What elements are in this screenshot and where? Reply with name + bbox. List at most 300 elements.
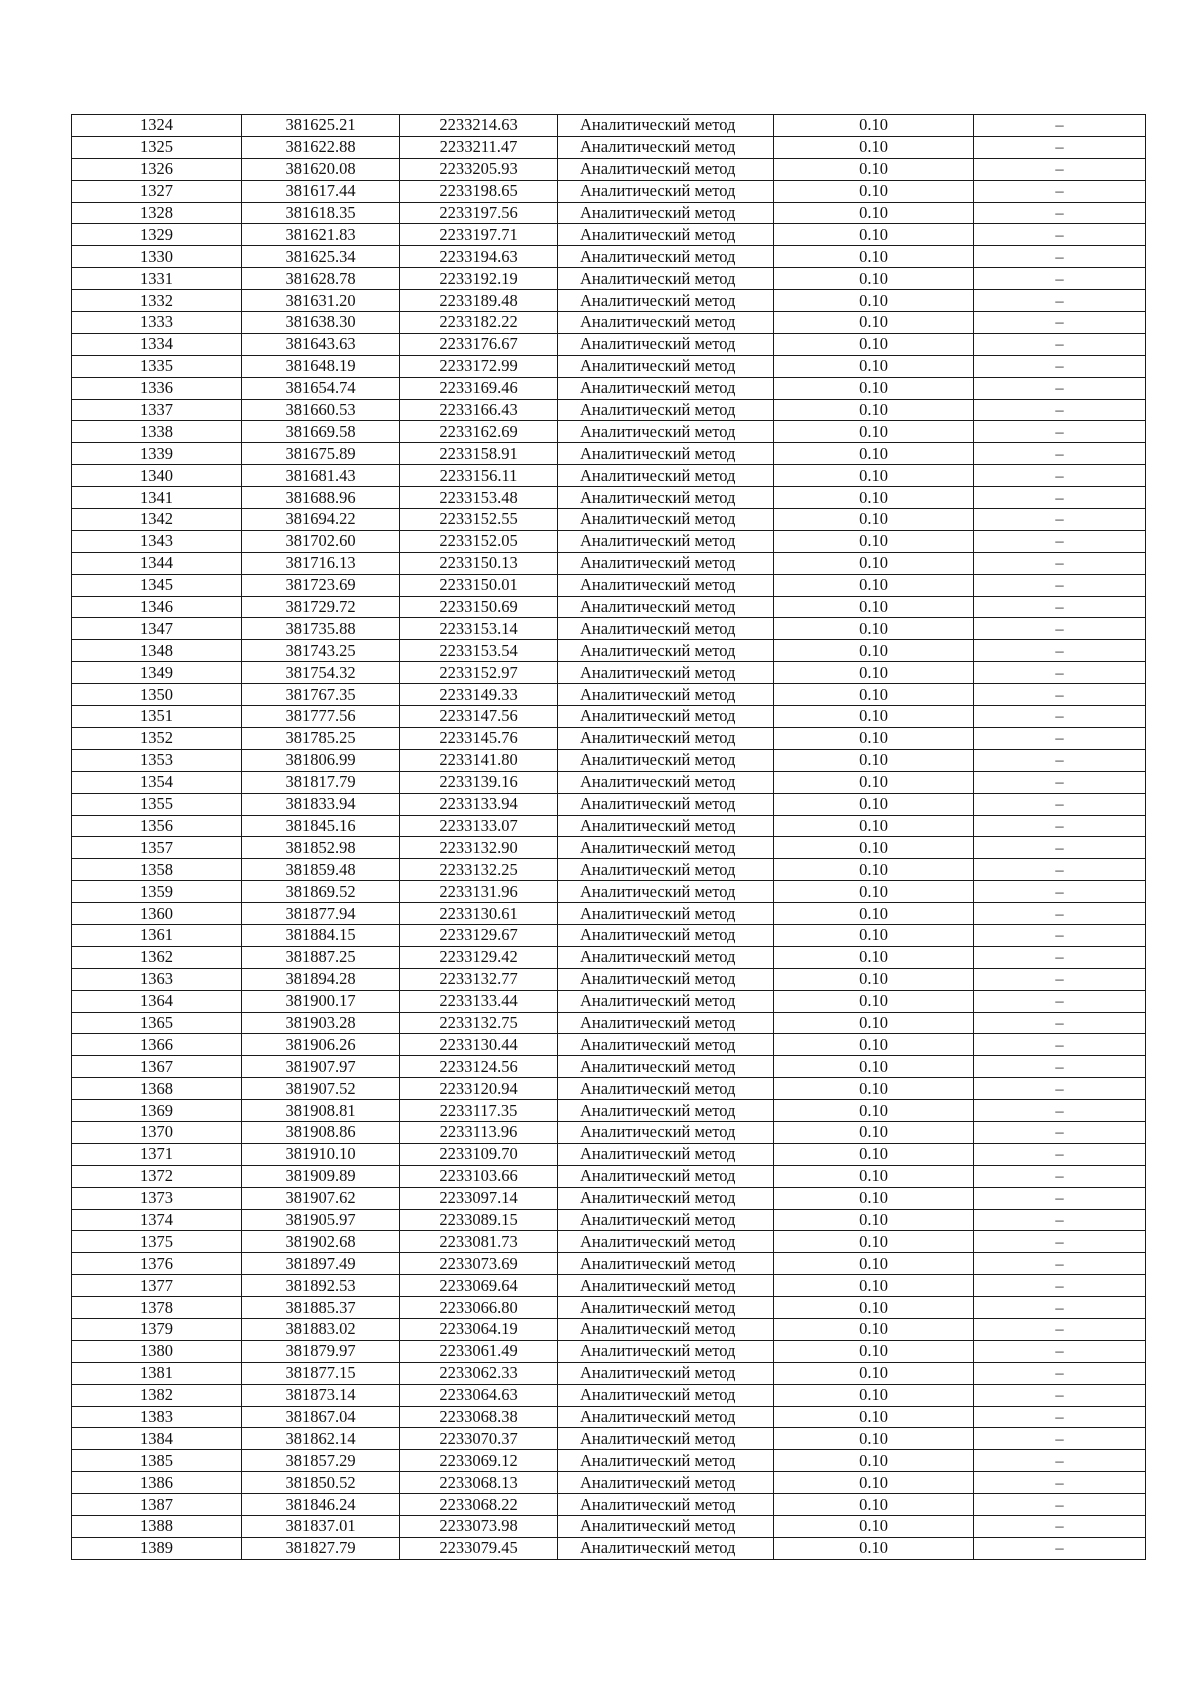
y-coordinate-cell: 2233069.64 [400, 1275, 558, 1297]
x-coordinate-cell: 381817.79 [242, 771, 400, 793]
accuracy-cell: 0.10 [774, 333, 974, 355]
note-cell: – [974, 355, 1146, 377]
accuracy-cell: 0.10 [774, 355, 974, 377]
accuracy-cell: 0.10 [774, 312, 974, 334]
point-number-cell: 1344 [72, 552, 242, 574]
x-coordinate-cell: 381877.15 [242, 1362, 400, 1384]
table-row [72, 421, 1146, 443]
note-cell: – [974, 1143, 1146, 1165]
y-coordinate-cell: 2233064.63 [400, 1384, 558, 1406]
y-coordinate-cell: 2233141.80 [400, 749, 558, 771]
y-coordinate-cell: 2233166.43 [400, 399, 558, 421]
x-coordinate-cell: 381908.86 [242, 1121, 400, 1143]
note-cell: – [974, 1472, 1146, 1494]
x-coordinate-cell: 381618.35 [242, 202, 400, 224]
method-cell: Аналитический метод [558, 246, 774, 268]
y-coordinate-cell: 2233132.77 [400, 968, 558, 990]
point-number-cell: 1364 [72, 990, 242, 1012]
y-coordinate-cell: 2233152.05 [400, 530, 558, 552]
accuracy-cell: 0.10 [774, 1362, 974, 1384]
method-cell: Аналитический метод [558, 1056, 774, 1078]
table-row [72, 487, 1146, 509]
x-coordinate-cell: 381833.94 [242, 793, 400, 815]
accuracy-cell: 0.10 [774, 968, 974, 990]
x-coordinate-cell: 381877.94 [242, 903, 400, 925]
point-number-cell: 1361 [72, 924, 242, 946]
point-number-cell: 1348 [72, 640, 242, 662]
y-coordinate-cell: 2233156.11 [400, 465, 558, 487]
point-number-cell: 1363 [72, 968, 242, 990]
note-cell: – [974, 1318, 1146, 1340]
table-row [72, 1318, 1146, 1340]
method-cell: Аналитический метод [558, 596, 774, 618]
accuracy-cell: 0.10 [774, 727, 974, 749]
point-number-cell: 1370 [72, 1121, 242, 1143]
note-cell: – [974, 552, 1146, 574]
y-coordinate-cell: 2233103.66 [400, 1165, 558, 1187]
note-cell: – [974, 1078, 1146, 1100]
note-cell: – [974, 662, 1146, 684]
x-coordinate-cell: 381887.25 [242, 946, 400, 968]
point-number-cell: 1381 [72, 1362, 242, 1384]
method-cell: Аналитический метод [558, 1428, 774, 1450]
y-coordinate-cell: 2233068.38 [400, 1406, 558, 1428]
method-cell: Аналитический метод [558, 706, 774, 728]
method-cell: Аналитический метод [558, 1318, 774, 1340]
note-cell: – [974, 487, 1146, 509]
table-row [72, 1056, 1146, 1078]
accuracy-cell: 0.10 [774, 684, 974, 706]
table-row [72, 1100, 1146, 1122]
method-cell: Аналитический метод [558, 1100, 774, 1122]
x-coordinate-cell: 381723.69 [242, 574, 400, 596]
x-coordinate-cell: 381902.68 [242, 1231, 400, 1253]
y-coordinate-cell: 2233172.99 [400, 355, 558, 377]
table-row [72, 509, 1146, 531]
method-cell: Аналитический метод [558, 1187, 774, 1209]
table-row [72, 1494, 1146, 1516]
y-coordinate-cell: 2233133.07 [400, 815, 558, 837]
method-cell: Аналитический метод [558, 640, 774, 662]
y-coordinate-cell: 2233189.48 [400, 290, 558, 312]
accuracy-cell: 0.10 [774, 465, 974, 487]
accuracy-cell: 0.10 [774, 1056, 974, 1078]
note-cell: – [974, 793, 1146, 815]
accuracy-cell: 0.10 [774, 1165, 974, 1187]
method-cell: Аналитический метод [558, 268, 774, 290]
table-row [72, 706, 1146, 728]
point-number-cell: 1386 [72, 1472, 242, 1494]
accuracy-cell: 0.10 [774, 596, 974, 618]
method-cell: Аналитический метод [558, 924, 774, 946]
table-row [72, 662, 1146, 684]
accuracy-cell: 0.10 [774, 815, 974, 837]
x-coordinate-cell: 381767.35 [242, 684, 400, 706]
note-cell: – [974, 881, 1146, 903]
y-coordinate-cell: 2233194.63 [400, 246, 558, 268]
point-number-cell: 1327 [72, 180, 242, 202]
point-number-cell: 1389 [72, 1537, 242, 1559]
x-coordinate-cell: 381907.62 [242, 1187, 400, 1209]
table-row [72, 1384, 1146, 1406]
table-row [72, 1428, 1146, 1450]
table-row [72, 1340, 1146, 1362]
method-cell: Аналитический метод [558, 793, 774, 815]
point-number-cell: 1350 [72, 684, 242, 706]
y-coordinate-cell: 2233150.69 [400, 596, 558, 618]
point-number-cell: 1325 [72, 136, 242, 158]
point-number-cell: 1377 [72, 1275, 242, 1297]
table-row [72, 136, 1146, 158]
y-coordinate-cell: 2233211.47 [400, 136, 558, 158]
method-cell: Аналитический метод [558, 574, 774, 596]
y-coordinate-cell: 2233153.14 [400, 618, 558, 640]
accuracy-cell: 0.10 [774, 552, 974, 574]
accuracy-cell: 0.10 [774, 290, 974, 312]
accuracy-cell: 0.10 [774, 1231, 974, 1253]
y-coordinate-cell: 2233109.70 [400, 1143, 558, 1165]
accuracy-cell: 0.10 [774, 1253, 974, 1275]
table-row [72, 1297, 1146, 1319]
accuracy-cell: 0.10 [774, 399, 974, 421]
x-coordinate-cell: 381846.24 [242, 1494, 400, 1516]
method-cell: Аналитический метод [558, 377, 774, 399]
x-coordinate-cell: 381625.34 [242, 246, 400, 268]
point-number-cell: 1339 [72, 443, 242, 465]
x-coordinate-cell: 381735.88 [242, 618, 400, 640]
x-coordinate-cell: 381621.83 [242, 224, 400, 246]
table-row [72, 180, 1146, 202]
x-coordinate-cell: 381845.16 [242, 815, 400, 837]
method-cell: Аналитический метод [558, 136, 774, 158]
accuracy-cell: 0.10 [774, 487, 974, 509]
y-coordinate-cell: 2233153.54 [400, 640, 558, 662]
accuracy-cell: 0.10 [774, 1034, 974, 1056]
table-row [72, 1516, 1146, 1538]
accuracy-cell: 0.10 [774, 1384, 974, 1406]
table-row [72, 355, 1146, 377]
note-cell: – [974, 509, 1146, 531]
x-coordinate-cell: 381909.89 [242, 1165, 400, 1187]
method-cell: Аналитический метод [558, 290, 774, 312]
y-coordinate-cell: 2233176.67 [400, 333, 558, 355]
x-coordinate-cell: 381857.29 [242, 1450, 400, 1472]
accuracy-cell: 0.10 [774, 574, 974, 596]
note-cell: – [974, 202, 1146, 224]
table-row [72, 443, 1146, 465]
point-number-cell: 1352 [72, 727, 242, 749]
accuracy-cell: 0.10 [774, 421, 974, 443]
note-cell: – [974, 596, 1146, 618]
y-coordinate-cell: 2233145.76 [400, 727, 558, 749]
note-cell: – [974, 1406, 1146, 1428]
table-row [72, 815, 1146, 837]
note-cell: – [974, 946, 1146, 968]
method-cell: Аналитический метод [558, 1275, 774, 1297]
method-cell: Аналитический метод [558, 180, 774, 202]
note-cell: – [974, 246, 1146, 268]
accuracy-cell: 0.10 [774, 1537, 974, 1559]
method-cell: Аналитический метод [558, 421, 774, 443]
point-number-cell: 1382 [72, 1384, 242, 1406]
y-coordinate-cell: 2233117.35 [400, 1100, 558, 1122]
x-coordinate-cell: 381625.21 [242, 115, 400, 137]
note-cell: – [974, 1297, 1146, 1319]
method-cell: Аналитический метод [558, 552, 774, 574]
x-coordinate-cell: 381660.53 [242, 399, 400, 421]
x-coordinate-cell: 381906.26 [242, 1034, 400, 1056]
accuracy-cell: 0.10 [774, 881, 974, 903]
note-cell: – [974, 1231, 1146, 1253]
method-cell: Аналитический метод [558, 727, 774, 749]
method-cell: Аналитический метод [558, 903, 774, 925]
method-cell: Аналитический метод [558, 465, 774, 487]
accuracy-cell: 0.10 [774, 136, 974, 158]
y-coordinate-cell: 2233152.97 [400, 662, 558, 684]
method-cell: Аналитический метод [558, 662, 774, 684]
y-coordinate-cell: 2233129.67 [400, 924, 558, 946]
accuracy-cell: 0.10 [774, 793, 974, 815]
point-number-cell: 1378 [72, 1297, 242, 1319]
note-cell: – [974, 1340, 1146, 1362]
accuracy-cell: 0.10 [774, 158, 974, 180]
table-row [72, 312, 1146, 334]
x-coordinate-cell: 381777.56 [242, 706, 400, 728]
method-cell: Аналитический метод [558, 837, 774, 859]
x-coordinate-cell: 381884.15 [242, 924, 400, 946]
x-coordinate-cell: 381643.63 [242, 333, 400, 355]
note-cell: – [974, 903, 1146, 925]
accuracy-cell: 0.10 [774, 377, 974, 399]
y-coordinate-cell: 2233150.13 [400, 552, 558, 574]
accuracy-cell: 0.10 [774, 990, 974, 1012]
method-cell: Аналитический метод [558, 1472, 774, 1494]
method-cell: Аналитический метод [558, 487, 774, 509]
y-coordinate-cell: 2233073.98 [400, 1516, 558, 1538]
note-cell: – [974, 1209, 1146, 1231]
y-coordinate-cell: 2233124.56 [400, 1056, 558, 1078]
x-coordinate-cell: 381631.20 [242, 290, 400, 312]
method-cell: Аналитический метод [558, 399, 774, 421]
accuracy-cell: 0.10 [774, 1297, 974, 1319]
note-cell: – [974, 443, 1146, 465]
y-coordinate-cell: 2233073.69 [400, 1253, 558, 1275]
point-number-cell: 1359 [72, 881, 242, 903]
accuracy-cell: 0.10 [774, 180, 974, 202]
y-coordinate-cell: 2233113.96 [400, 1121, 558, 1143]
note-cell: – [974, 618, 1146, 640]
method-cell: Аналитический метод [558, 1537, 774, 1559]
note-cell: – [974, 224, 1146, 246]
note-cell: – [974, 312, 1146, 334]
accuracy-cell: 0.10 [774, 618, 974, 640]
point-number-cell: 1376 [72, 1253, 242, 1275]
accuracy-cell: 0.10 [774, 1121, 974, 1143]
method-cell: Аналитический метод [558, 1516, 774, 1538]
x-coordinate-cell: 381806.99 [242, 749, 400, 771]
note-cell: – [974, 837, 1146, 859]
note-cell: – [974, 727, 1146, 749]
table-row [72, 1450, 1146, 1472]
y-coordinate-cell: 2233068.13 [400, 1472, 558, 1494]
y-coordinate-cell: 2233130.44 [400, 1034, 558, 1056]
accuracy-cell: 0.10 [774, 837, 974, 859]
note-cell: – [974, 377, 1146, 399]
method-cell: Аналитический метод [558, 815, 774, 837]
y-coordinate-cell: 2233162.69 [400, 421, 558, 443]
y-coordinate-cell: 2233152.55 [400, 509, 558, 531]
point-number-cell: 1360 [72, 903, 242, 925]
accuracy-cell: 0.10 [774, 1450, 974, 1472]
method-cell: Аналитический метод [558, 530, 774, 552]
note-cell: – [974, 465, 1146, 487]
method-cell: Аналитический метод [558, 224, 774, 246]
accuracy-cell: 0.10 [774, 662, 974, 684]
table-row [72, 333, 1146, 355]
point-number-cell: 1337 [72, 399, 242, 421]
table-row [72, 618, 1146, 640]
table-row [72, 246, 1146, 268]
accuracy-cell: 0.10 [774, 268, 974, 290]
accuracy-cell: 0.10 [774, 1012, 974, 1034]
note-cell: – [974, 640, 1146, 662]
point-number-cell: 1375 [72, 1231, 242, 1253]
note-cell: – [974, 1537, 1146, 1559]
point-number-cell: 1346 [72, 596, 242, 618]
point-number-cell: 1369 [72, 1100, 242, 1122]
y-coordinate-cell: 2233129.42 [400, 946, 558, 968]
note-cell: – [974, 1275, 1146, 1297]
point-number-cell: 1333 [72, 312, 242, 334]
note-cell: – [974, 1450, 1146, 1472]
point-number-cell: 1338 [72, 421, 242, 443]
note-cell: – [974, 771, 1146, 793]
point-number-cell: 1334 [72, 333, 242, 355]
method-cell: Аналитический метод [558, 968, 774, 990]
note-cell: – [974, 1494, 1146, 1516]
point-number-cell: 1371 [72, 1143, 242, 1165]
y-coordinate-cell: 2233064.19 [400, 1318, 558, 1340]
point-number-cell: 1328 [72, 202, 242, 224]
method-cell: Аналитический метод [558, 1209, 774, 1231]
x-coordinate-cell: 381622.88 [242, 136, 400, 158]
accuracy-cell: 0.10 [774, 1209, 974, 1231]
table-row [72, 903, 1146, 925]
point-number-cell: 1330 [72, 246, 242, 268]
table-row [72, 684, 1146, 706]
point-number-cell: 1372 [72, 1165, 242, 1187]
x-coordinate-cell: 381879.97 [242, 1340, 400, 1362]
method-cell: Аналитический метод [558, 355, 774, 377]
point-number-cell: 1332 [72, 290, 242, 312]
note-cell: – [974, 1362, 1146, 1384]
method-cell: Аналитический метод [558, 1340, 774, 1362]
x-coordinate-cell: 381628.78 [242, 268, 400, 290]
point-number-cell: 1349 [72, 662, 242, 684]
point-number-cell: 1342 [72, 509, 242, 531]
x-coordinate-cell: 381908.81 [242, 1100, 400, 1122]
note-cell: – [974, 706, 1146, 728]
note-cell: – [974, 815, 1146, 837]
method-cell: Аналитический метод [558, 749, 774, 771]
table-row [72, 968, 1146, 990]
method-cell: Аналитический метод [558, 1121, 774, 1143]
method-cell: Аналитический метод [558, 1078, 774, 1100]
point-number-cell: 1331 [72, 268, 242, 290]
table-row [72, 1275, 1146, 1297]
point-number-cell: 1353 [72, 749, 242, 771]
x-coordinate-cell: 381869.52 [242, 881, 400, 903]
x-coordinate-cell: 381883.02 [242, 1318, 400, 1340]
point-number-cell: 1368 [72, 1078, 242, 1100]
point-number-cell: 1336 [72, 377, 242, 399]
method-cell: Аналитический метод [558, 312, 774, 334]
y-coordinate-cell: 2233205.93 [400, 158, 558, 180]
y-coordinate-cell: 2233132.25 [400, 859, 558, 881]
point-number-cell: 1380 [72, 1340, 242, 1362]
method-cell: Аналитический метод [558, 990, 774, 1012]
point-number-cell: 1356 [72, 815, 242, 837]
x-coordinate-cell: 381617.44 [242, 180, 400, 202]
accuracy-cell: 0.10 [774, 1143, 974, 1165]
method-cell: Аналитический метод [558, 1450, 774, 1472]
note-cell: – [974, 1012, 1146, 1034]
table-row [72, 1121, 1146, 1143]
x-coordinate-cell: 381907.52 [242, 1078, 400, 1100]
point-number-cell: 1347 [72, 618, 242, 640]
accuracy-cell: 0.10 [774, 443, 974, 465]
table-row [72, 1231, 1146, 1253]
accuracy-cell: 0.10 [774, 640, 974, 662]
accuracy-cell: 0.10 [774, 1516, 974, 1538]
accuracy-cell: 0.10 [774, 509, 974, 531]
point-number-cell: 1374 [72, 1209, 242, 1231]
table-row [72, 946, 1146, 968]
x-coordinate-cell: 381694.22 [242, 509, 400, 531]
note-cell: – [974, 136, 1146, 158]
y-coordinate-cell: 2233061.49 [400, 1340, 558, 1362]
x-coordinate-cell: 381892.53 [242, 1275, 400, 1297]
accuracy-cell: 0.10 [774, 1100, 974, 1122]
y-coordinate-cell: 2233158.91 [400, 443, 558, 465]
table-row [72, 465, 1146, 487]
table-row [72, 924, 1146, 946]
y-coordinate-cell: 2233197.56 [400, 202, 558, 224]
note-cell: – [974, 158, 1146, 180]
note-cell: – [974, 421, 1146, 443]
x-coordinate-cell: 381867.04 [242, 1406, 400, 1428]
table-row [72, 793, 1146, 815]
table-row [72, 596, 1146, 618]
table-row [72, 574, 1146, 596]
x-coordinate-cell: 381894.28 [242, 968, 400, 990]
note-cell: – [974, 333, 1146, 355]
y-coordinate-cell: 2233214.63 [400, 115, 558, 137]
table-row [72, 399, 1146, 421]
accuracy-cell: 0.10 [774, 1275, 974, 1297]
accuracy-cell: 0.10 [774, 1494, 974, 1516]
note-cell: – [974, 180, 1146, 202]
note-cell: – [974, 1253, 1146, 1275]
table-row [72, 1362, 1146, 1384]
note-cell: – [974, 749, 1146, 771]
note-cell: – [974, 684, 1146, 706]
method-cell: Аналитический метод [558, 771, 774, 793]
point-number-cell: 1341 [72, 487, 242, 509]
accuracy-cell: 0.10 [774, 1078, 974, 1100]
method-cell: Аналитический метод [558, 946, 774, 968]
method-cell: Аналитический метод [558, 509, 774, 531]
